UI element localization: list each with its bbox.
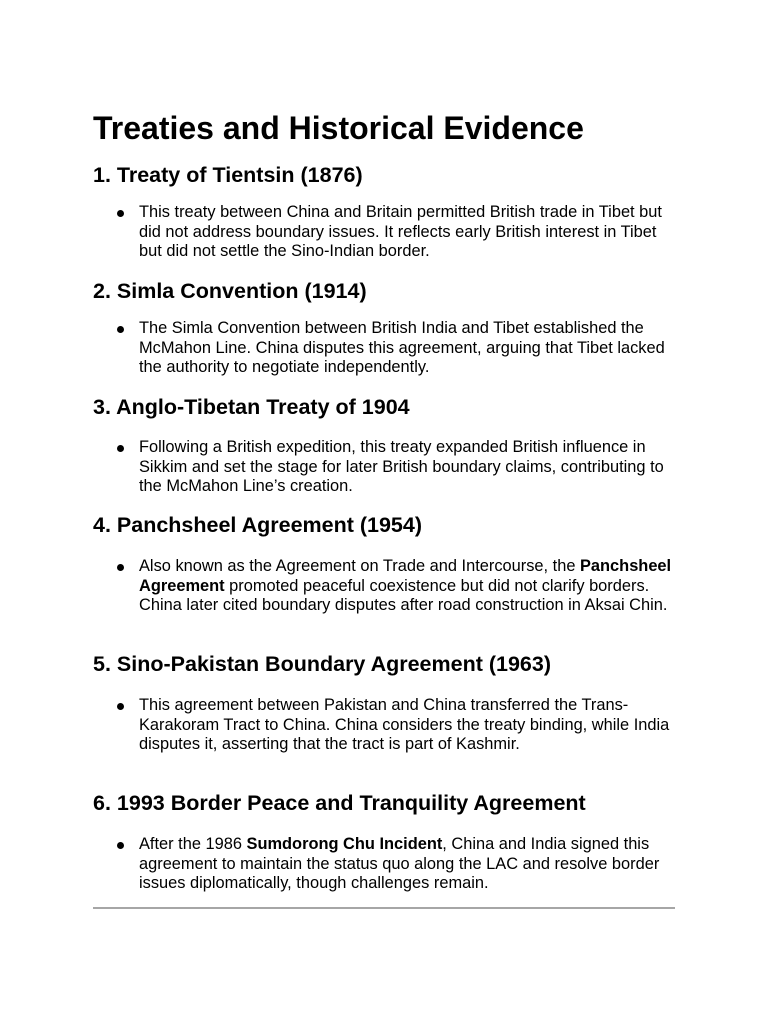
list-item-simla [93,319,675,378]
bold-term: Sumdorong Chu Incident [246,835,443,853]
list-item-sino-pakistan [93,696,675,755]
bullet-icon [117,210,124,217]
bullet-text-end: , China and India signed this agreement to maintain the status quo along the LAC and resolve border issues diplomatically, though challenges remain. [139,835,660,893]
list-item-anglo-tibetan [93,438,675,497]
bullet-text [139,557,675,616]
bullet-text: The Simla Convention between British India and Tibet established the McMahon Line. China disputes this agreement, arguing that Tibet lacked the authority to negotiate independently. [139,319,665,377]
bullet-icon [117,564,124,571]
section-heading-panchsheel: 4. Panchsheel Agreement (1954) [93,513,423,537]
page-title: Treaties and Historical Evidence [93,110,584,146]
bullet-text: This treaty between China and Britain permitted British trade in Tibet but did not address boundary issues. It reflects early British interest in Tibet but did not settle the Sino-Indian border. [139,203,662,261]
section-heading-anglo-tibetan: 3. Anglo-Tibetan Treaty of 1904 [93,395,410,419]
bullet-text: This agreement between Pakistan and China transferred the Trans-Karakoram Tract to China. China considers the treaty binding, while India disputes it, asserting that the tract is part of Kashmir. [139,696,670,754]
bullet-icon [117,445,124,452]
bullet-icon [117,326,124,333]
list-item-tientsin [93,203,675,262]
section-heading-tientsin: 1. Treaty of Tientsin (1876) [93,163,363,187]
bullet-text-end: promoted peaceful coexistence but did not clarify borders. China later cited boundary disputes after road construction in Aksai Chin. [139,576,668,615]
bullet-text-start: After the 1986 [139,835,247,853]
section-heading-sino-pakistan: 5. Sino-Pakistan Boundary Agreement (1963) [93,652,551,676]
bullet-text: Following a British expedition, this treaty expanded British influence in Sikkim and set the stage for later British boundary claims, contributing to the McMahon Line’s creation. [139,438,664,496]
section-heading-simla: 2. Simla Convention (1914) [93,279,367,303]
horizontal-divider [93,907,675,909]
list-item-panchsheel [93,557,675,616]
bold-term: Panchsheel Agreement [139,557,672,595]
list-item-1993-agreement [93,835,675,894]
section-heading-1993-agreement: 6. 1993 Border Peace and Tranquility Agreement [93,791,586,815]
bullet-text [139,835,675,894]
bullet-icon [117,703,124,710]
bullet-text-start: Also known as the Agreement on Trade and Intercourse, the [139,557,580,575]
bullet-icon [117,842,124,849]
